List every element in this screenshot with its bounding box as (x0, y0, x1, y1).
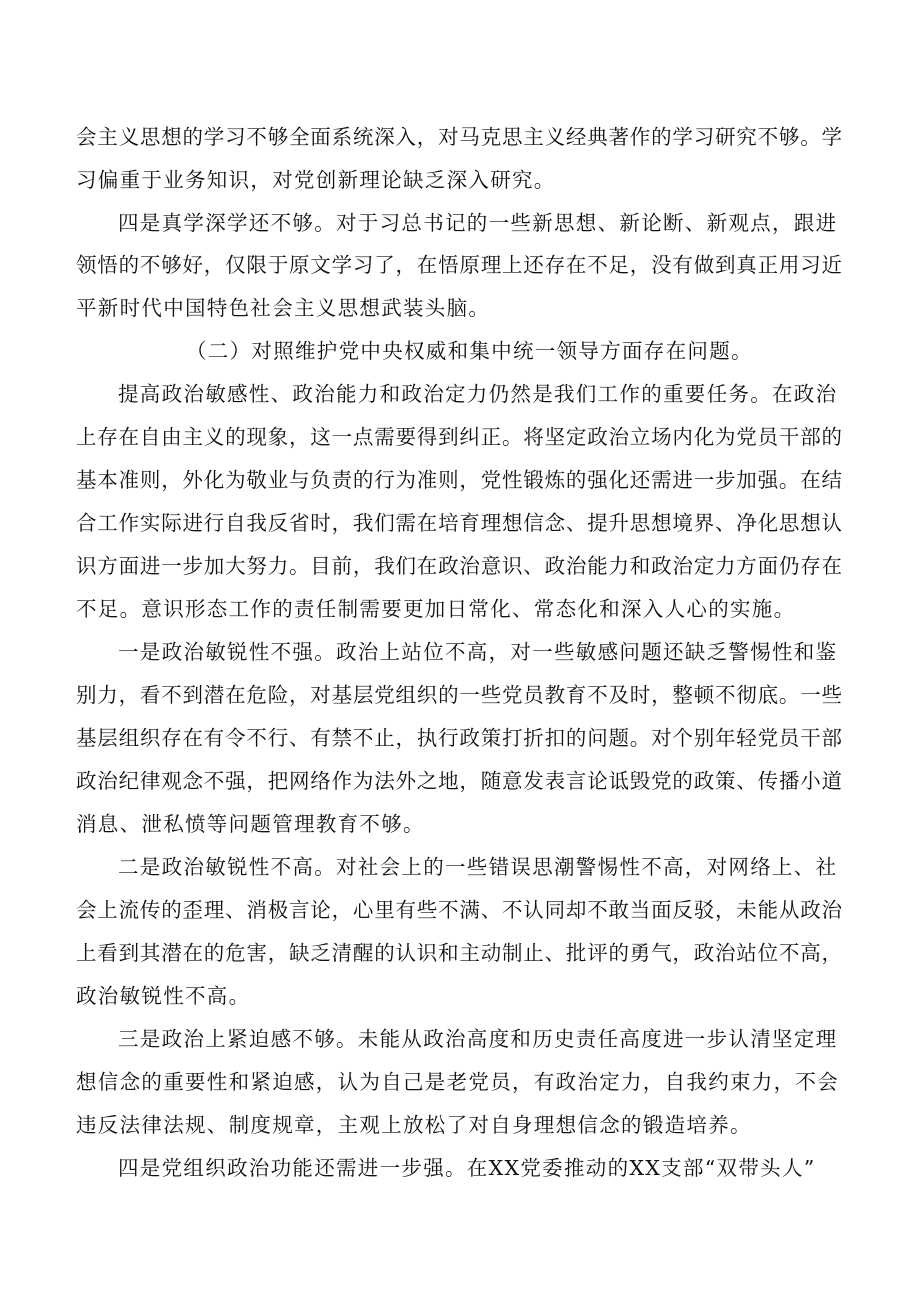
body-text-line: 领悟的不够好，仅限于原文学习了，在悟原理上还存在不足，没有做到真正用习近 (76, 253, 843, 277)
body-text-line: 违反法律法规、制度规章，主观上放松了对自身理想信念的锻造培养。 (76, 1113, 752, 1137)
body-text-line: 不足。意识形态工作的责任制需要更加日常化、常态化和深入人心的实施。 (76, 597, 796, 621)
body-text-line: 一是政治敏锐性不强。政治上站位不高，对一些敏感问题还缺乏警惕性和鉴 (118, 640, 838, 664)
body-text-line: 提高政治敏感性、政治能力和政治定力仍然是我们工作的重要任务。在政治 (118, 382, 838, 406)
body-text-line: 想信念的重要性和紧迫感，认为自己是老党员，有政治定力，自我约束力，不会 (76, 1070, 839, 1094)
section-heading: （二）对照维护党中央权威和集中统一领导方面存在问题。 (186, 339, 753, 363)
body-text-line: 会主义思想的学习不够全面系统深入，对马克思主义经典著作的学习研究不够。学 (76, 125, 843, 149)
body-text-line: 四是真学深学还不够。对于习总书记的一些新思想、新论断、新观点，跟进 (118, 211, 838, 235)
body-text-line: 会上流传的歪理、消极言论，心里有些不满、不认同却不敢当面反驳，未能从政治 (76, 898, 843, 922)
body-text-line: 二是政治敏锐性不高。对社会上的一些错误思潮警惕性不高，对网络上、社 (118, 855, 838, 879)
body-text-line: 基层组织存在有令不行、有禁不止，执行政策打折扣的问题。对个别年轻党员干部 (76, 726, 843, 750)
body-text-line: 基本准则，外化为敬业与负责的行为准则，党性锻炼的强化还需进一步加强。在结 (76, 468, 843, 492)
body-text-line: 四是党组织政治功能还需进一步强。在XX党委推动的XX支部“双带头人” (118, 1156, 816, 1180)
body-text-line: 平新时代中国特色社会主义思想武装头脑。 (76, 296, 491, 320)
body-text-line: 习偏重于业务知识，对党创新理论缺乏深入研究。 (76, 168, 556, 192)
body-text-line: 政治纪律观念不强，把网络作为法外之地，随意发表言论诋毁党的政策、传播小道 (76, 769, 843, 793)
body-text-line: 政治敏锐性不高。 (76, 984, 251, 1008)
body-text-line: 识方面进一步加大努力。目前，我们在政治意识、政治能力和政治定力方面仍存在 (76, 554, 843, 578)
body-text-line: 别力，看不到潜在危险，对基层党组织的一些党员教育不及时，整顿不彻底。一些 (76, 683, 843, 707)
body-text-line: 消息、泄私愤等问题管理教育不够。 (76, 812, 425, 836)
body-text-line: 上看到其潜在的危害，缺乏清醒的认识和主动制止、批评的勇气，政治站位不高， (76, 941, 843, 965)
body-text-line: 合工作实际进行自我反省时，我们需在培育理想信念、提升思想境界、净化思想认 (76, 511, 843, 535)
body-text-line: 三是政治上紧迫感不够。未能从政治高度和历史责任高度进一步认清坚定理 (118, 1027, 838, 1051)
body-text-line: 上存在自由主义的现象，这一点需要得到纠正。将坚定政治立场内化为党员干部的 (76, 425, 843, 449)
